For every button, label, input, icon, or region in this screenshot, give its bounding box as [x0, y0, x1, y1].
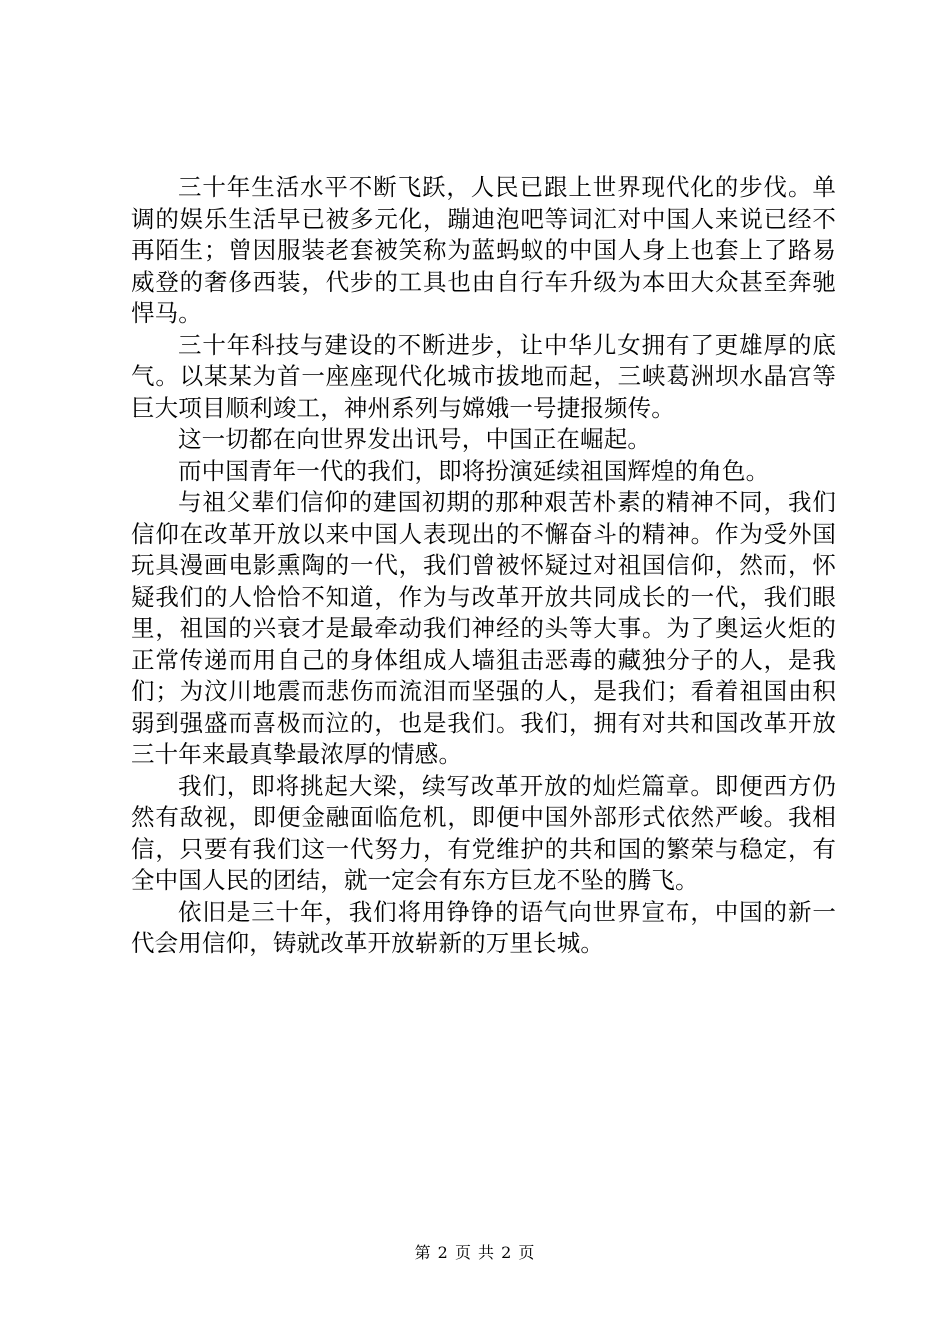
paragraph: 依旧是三十年，我们将用铮铮的语气向世界宣布，中国的新一代会用信仰，铸就改革开放崭新的万里长城。: [131, 897, 836, 957]
paragraph: 三十年科技与建设的不断进步，让中华儿女拥有了更雄厚的底气。以某某为首一座座现代化城市拔地而起，三峡葛洲坝水晶宫等巨大项目顺利竣工，神州系列与嫦娥一号捷报频传。: [131, 330, 836, 422]
paragraph: 与祖父辈们信仰的建国初期的那种艰苦朴素的精神不同，我们信仰在改革开放以来中国人表现出的不懈奋斗的精神。作为受外国玩具漫画电影熏陶的一代，我们曾被怀疑过对祖国信仰，然而，怀疑我们的人恰恰不知道，作为与改革开放共同成长的一代，我们眼里，祖国的兴衰才是最牵动我们神经的头等大事。为了奥运火炬的正常传递而用自己的身体组成人墙狙击恶毒的藏独分子的人，是我们；为汶川地震而悲伤而流泪而坚强的人，是我们；看着祖国由积弱到强盛而喜极而泣的，也是我们。我们，拥有对共和国改革开放三十年来最真挚最浓厚的情感。: [131, 488, 836, 768]
paragraph: 而中国青年一代的我们，即将扮演延续祖国辉煌的角色。: [178, 456, 770, 485]
document-body: [131, 172, 836, 960]
paragraph: 这一切都在向世界发出讯号，中国正在崛起。: [178, 425, 651, 453]
page-number-footer: 第 2 页 共 2 页: [414, 1243, 536, 1262]
paragraph: 我们，即将挑起大梁，续写改革开放的灿烂篇章。即便西方仍然有敌视，即便金融面临危机，即便中国外部形式依然严峻。我相信，只要有我们这一代努力，有党维护的共和国的繁荣与稳定，有全中国人民的团结，就一定会有东方巨龙不坠的腾飞。: [131, 771, 836, 894]
paragraph: 三十年生活水平不断飞跃，人民已跟上世界现代化的步伐。单调的娱乐生活早已被多元化，蹦迪泡吧等词汇对中国人来说已经不再陌生；曾因服装老套被笑称为蓝蚂蚁的中国人身上也套上了路易威登的奢侈西装，代步的工具也由自行车升级为本田大众甚至奔驰悍马。: [131, 173, 836, 327]
